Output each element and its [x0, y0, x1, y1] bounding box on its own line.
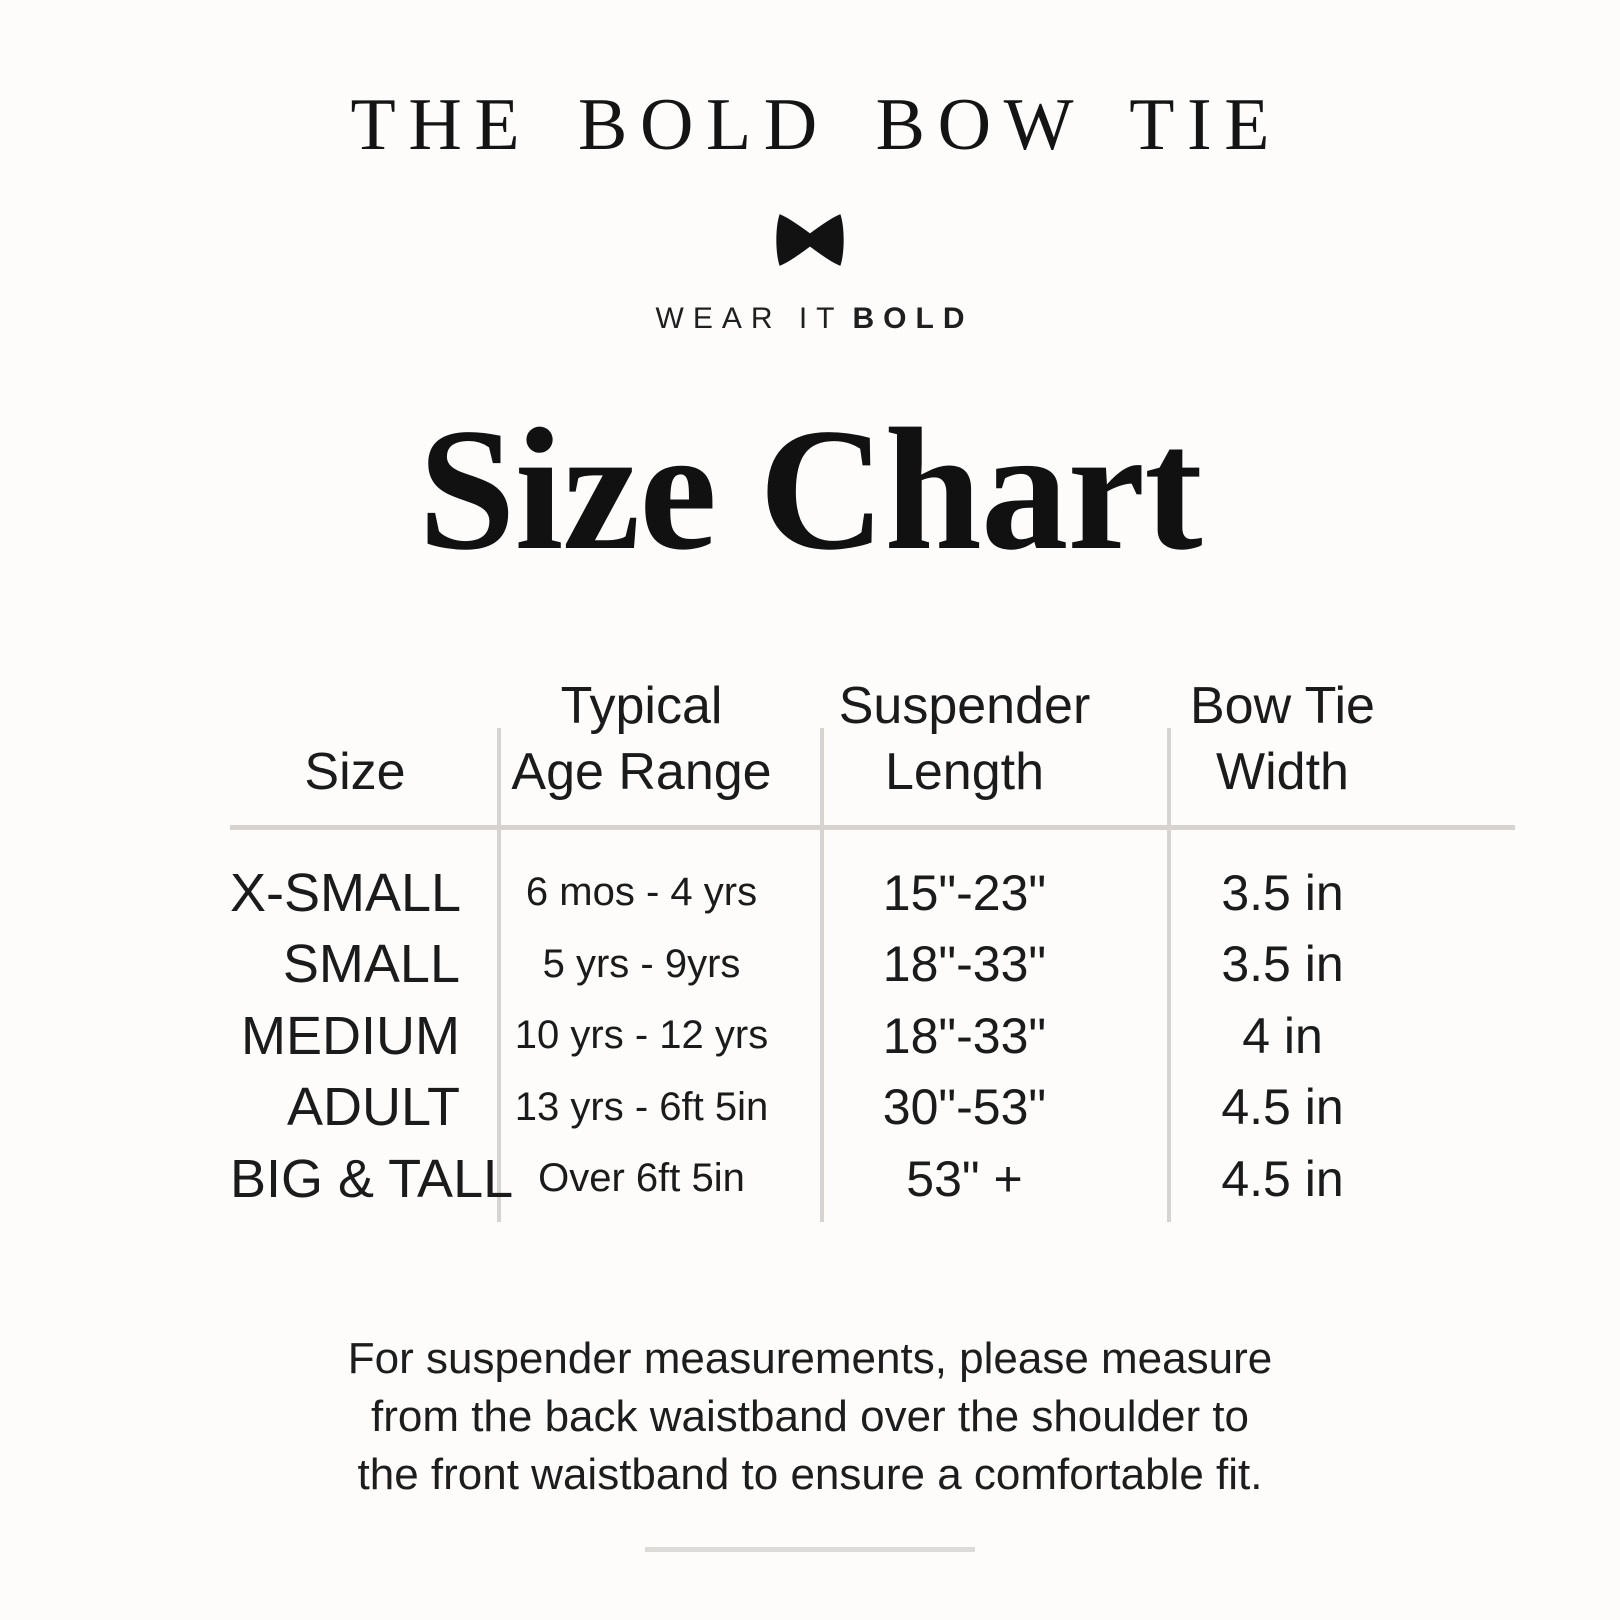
bow-tie-width-cell: 3.5 in — [1221, 864, 1344, 921]
measurement-note — [0, 1330, 1620, 1504]
measurement-note-line: For suspender measurements, please measure — [347, 1334, 1273, 1383]
brand-tagline — [0, 302, 1620, 336]
size-table-header — [230, 645, 1515, 825]
suspender-length-cell: 18"-33" — [882, 1007, 1047, 1064]
size-cell: X-SMALL — [230, 862, 462, 923]
age-range-cell: 6 mos - 4 yrs — [525, 870, 758, 915]
column-header-bow-tie-width: Bow Tie Width — [1190, 677, 1375, 801]
suspender-length-cell: 18"-33" — [882, 936, 1047, 993]
footer-divider — [645, 1547, 975, 1552]
measurement-note-line: the front waistband to ensure a comfortable fit. — [357, 1450, 1263, 1499]
size-cell: ADULT — [286, 1077, 460, 1138]
brand-title: THE BOLD BOW TIE — [350, 84, 1283, 166]
bow-tie-width-cell: 4.5 in — [1221, 1079, 1344, 1136]
bow-tie-width-cell: 4.5 in — [1221, 1150, 1344, 1207]
tagline-bold-text: BOLD — [852, 302, 974, 335]
column-header-age-range: Typical Age Range — [511, 677, 772, 801]
column-header-suspender-length: Suspender Length — [838, 677, 1091, 801]
age-range-cell: 5 yrs - 9yrs — [542, 941, 741, 986]
measurement-note-line: from the back waistband over the shoulder to — [370, 1392, 1250, 1441]
tagline-regular-text: WEAR IT — [655, 302, 844, 335]
size-cell: BIG & TALL — [230, 1148, 514, 1209]
bow-tie-width-cell: 4 in — [1242, 1007, 1323, 1064]
suspender-length-cell: 15"-23" — [882, 864, 1047, 921]
table-header-rule — [230, 825, 1515, 830]
bow-tie-icon — [773, 213, 847, 267]
page-title: Size Chart — [418, 392, 1202, 586]
age-range-cell: 10 yrs - 12 yrs — [514, 1013, 769, 1058]
age-range-cell: 13 yrs - 6ft 5in — [514, 1084, 769, 1129]
bow-tie-width-cell: 3.5 in — [1221, 936, 1344, 993]
suspender-length-cell: 53" + — [906, 1150, 1023, 1207]
suspender-length-cell: 30"-53" — [882, 1079, 1047, 1136]
age-range-cell: Over 6ft 5in — [538, 1156, 745, 1201]
size-cell: SMALL — [282, 934, 460, 995]
column-header-size: Size — [304, 743, 406, 801]
size-cell: MEDIUM — [241, 1005, 460, 1066]
size-table-body — [230, 857, 1515, 1215]
